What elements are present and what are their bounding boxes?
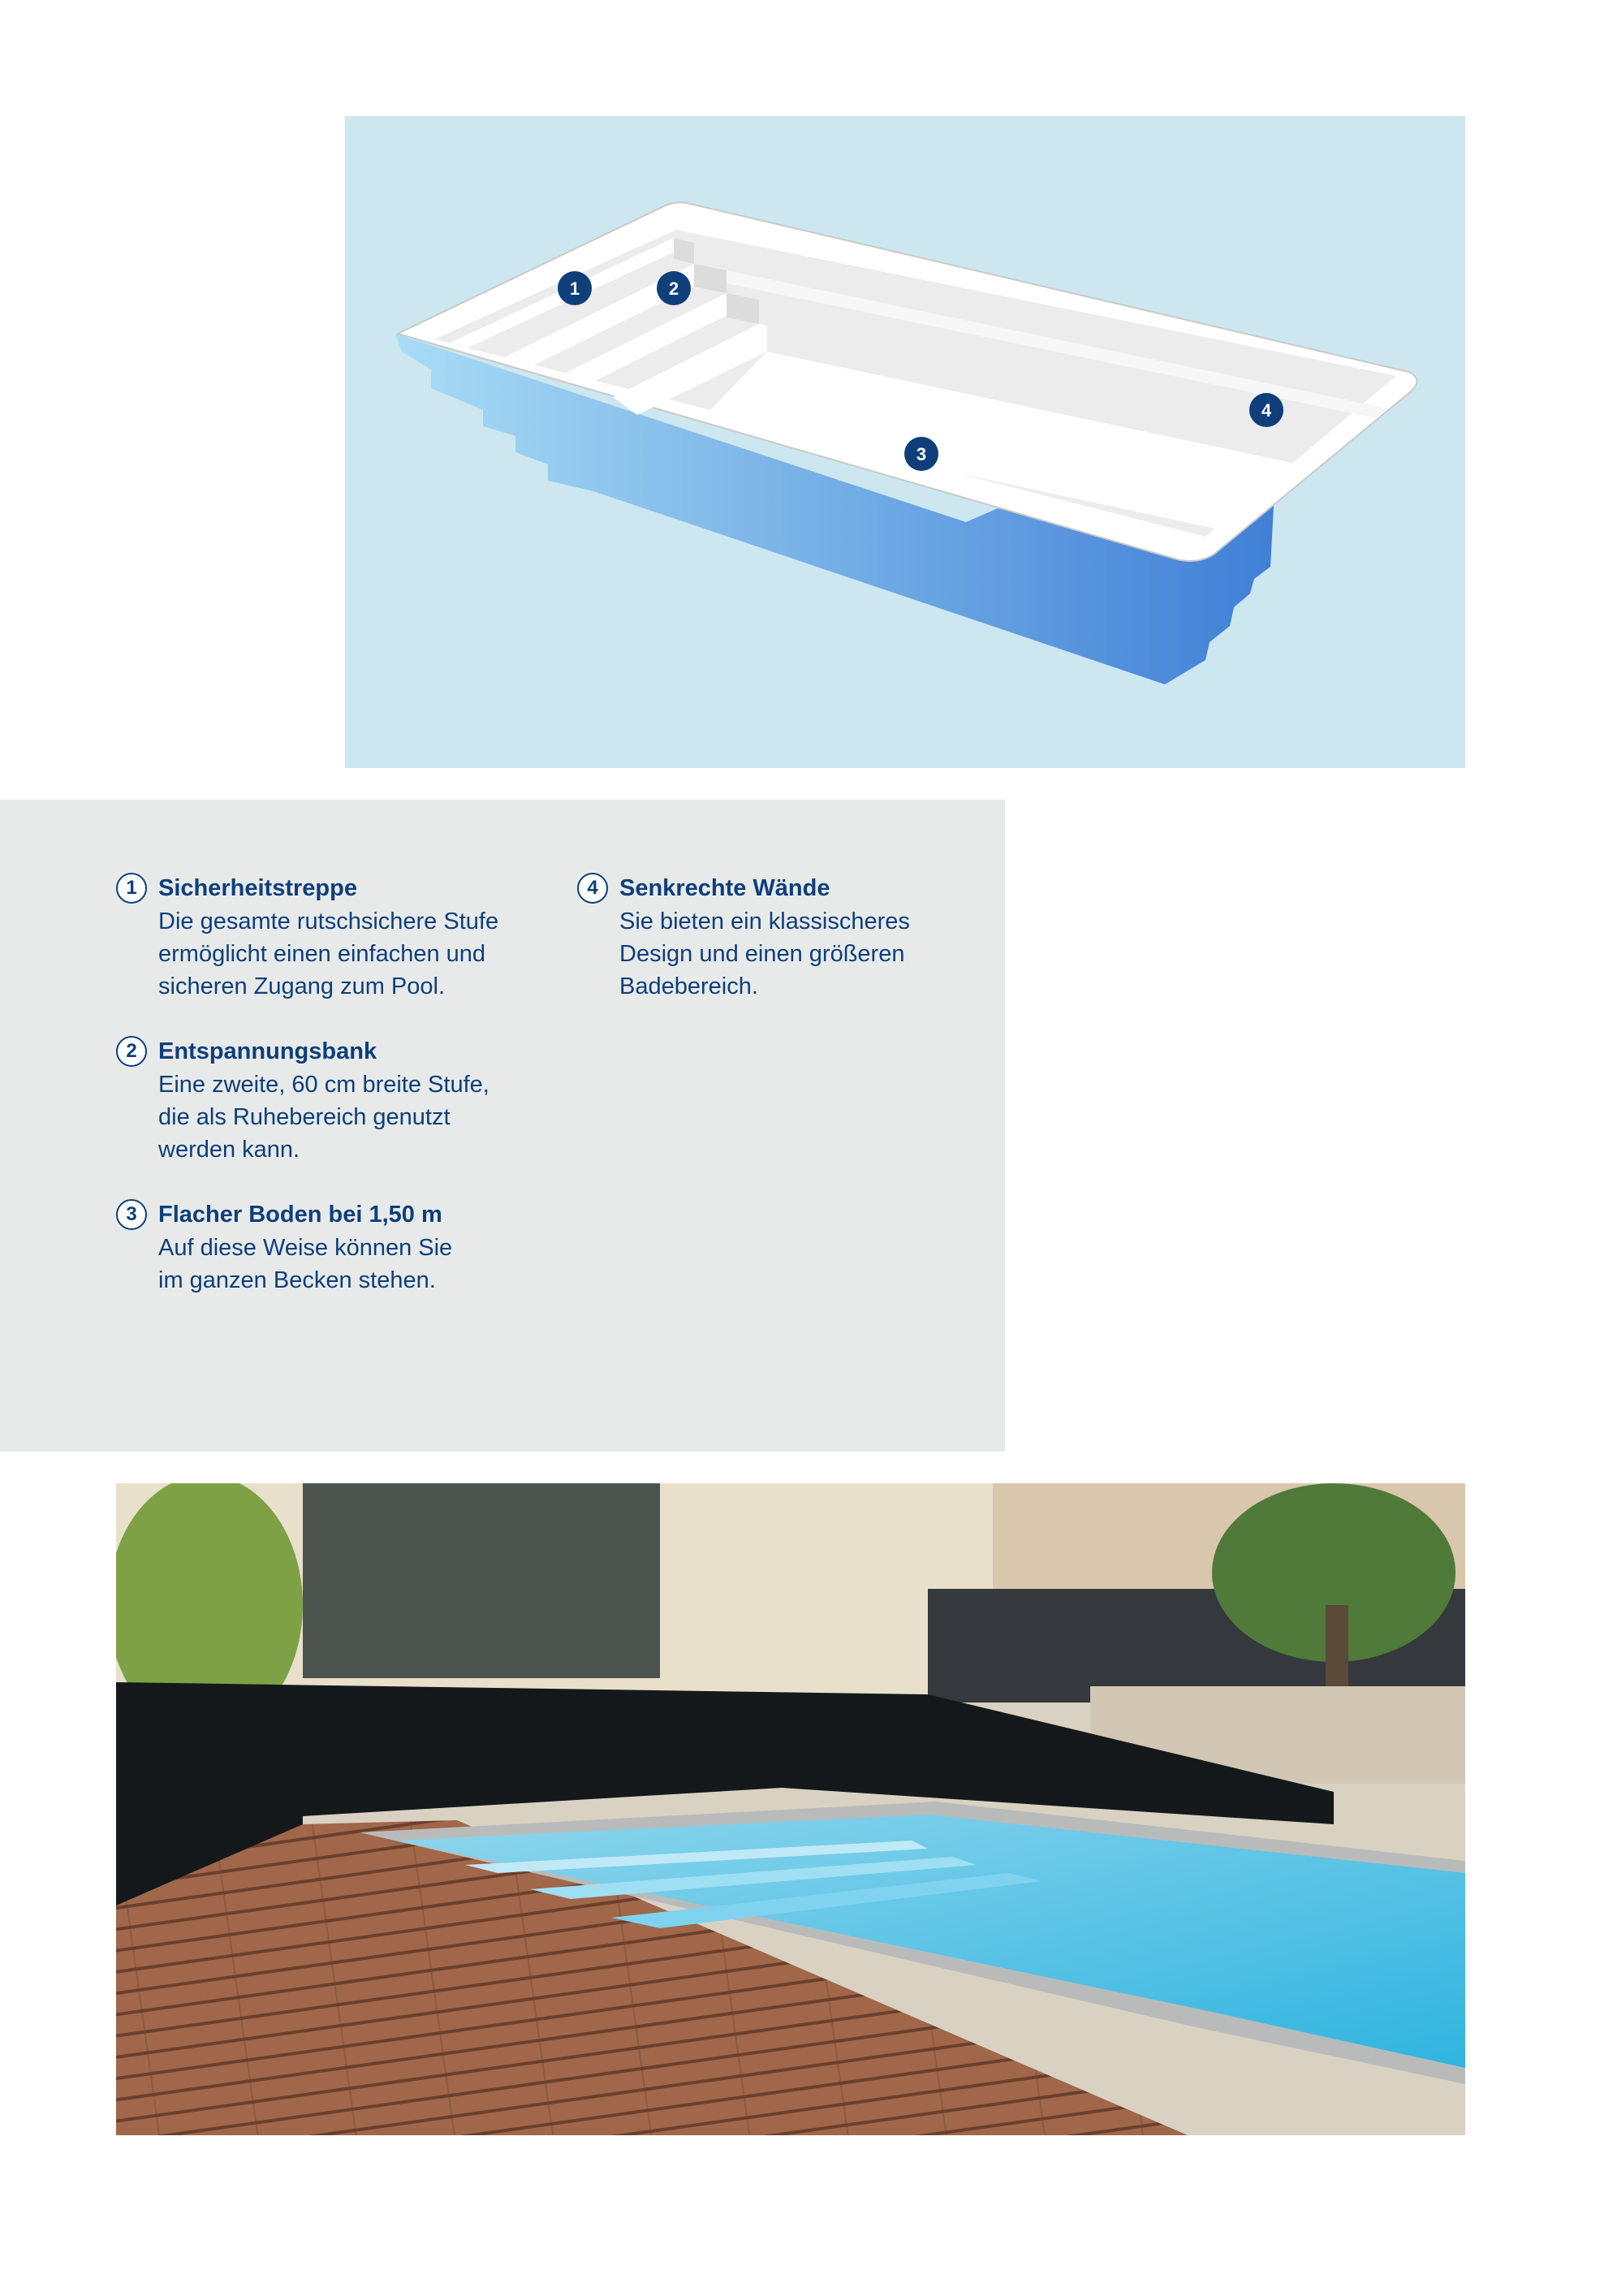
pool-photo bbox=[116, 1483, 1465, 2135]
pool-photo-illustration bbox=[116, 1483, 1465, 2135]
svg-text:2: 2 bbox=[668, 278, 679, 299]
feature-number: 1 bbox=[116, 873, 147, 904]
feature-legend bbox=[0, 800, 1005, 1452]
svg-text:3: 3 bbox=[916, 444, 927, 464]
feature-title: Senkrechte Wände bbox=[619, 875, 830, 901]
marker-1 bbox=[558, 271, 592, 305]
pool-diagram-panel bbox=[345, 116, 1465, 768]
marker-3 bbox=[904, 437, 938, 471]
feature-title: Sicherheitstreppe bbox=[158, 875, 357, 901]
feature-title: Flacher Boden bei 1,50 m bbox=[158, 1202, 442, 1228]
feature-number: 3 bbox=[116, 1199, 147, 1230]
feature-description: Sie bieten ein klassischeres Design und einen größeren Badebereich. bbox=[619, 908, 910, 999]
pool-diagram bbox=[345, 116, 1465, 768]
feature-description: Auf diese Weise können Sie im ganzen Becken stehen. bbox=[158, 1235, 453, 1293]
feature-description: Die gesamte rutschsichere Stufe ermöglicht einen einfachen und sicheren Zugang zum Pool. bbox=[158, 908, 499, 999]
feature-description: Eine zweite, 60 cm breite Stufe, die als Ruhebereich genutzt werden kann. bbox=[158, 1072, 489, 1163]
svg-text:4: 4 bbox=[1261, 400, 1272, 421]
svg-text:1: 1 bbox=[569, 278, 580, 299]
house-glass bbox=[303, 1483, 660, 1678]
feature-number: 2 bbox=[116, 1036, 147, 1067]
feature-title: Entspannungsbank bbox=[158, 1038, 377, 1064]
marker-2 bbox=[657, 271, 691, 305]
marker-4 bbox=[1249, 393, 1283, 427]
feature-number: 4 bbox=[577, 873, 608, 904]
